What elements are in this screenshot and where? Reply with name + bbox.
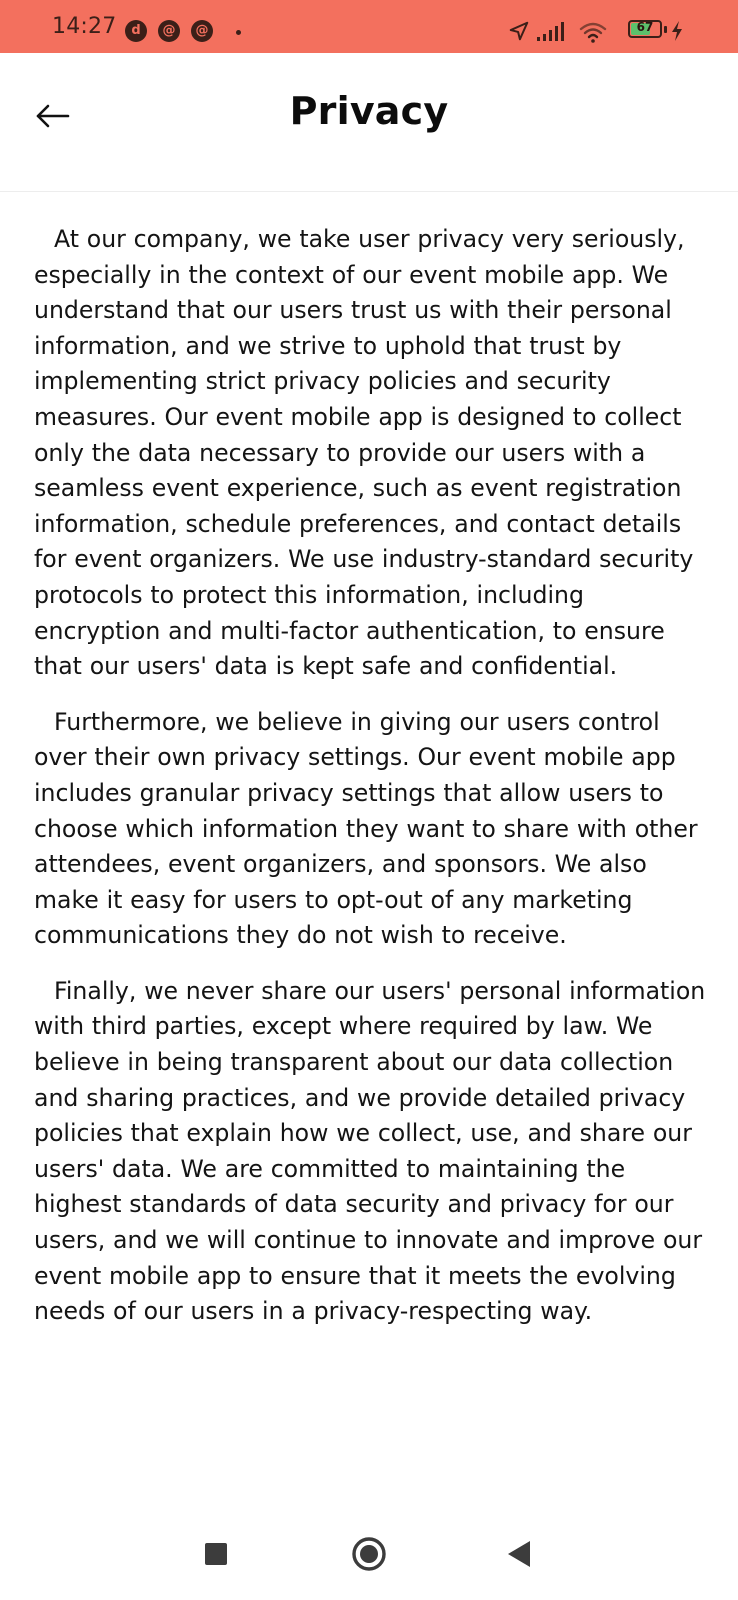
battery-cap [664,26,667,33]
signal-icon [536,20,566,42]
wifi-icon [578,20,608,44]
battery-level: 67 [636,20,654,34]
battery-indicator [628,20,662,38]
home-button[interactable] [345,1530,393,1578]
notification-at-icon: @ [158,20,180,42]
privacy-content [34,222,710,1350]
recent-apps-button[interactable] [192,1530,240,1578]
notification-at-icon: @ [191,20,213,42]
page-title: Privacy [289,89,449,133]
nav-back-button[interactable] [496,1530,544,1578]
status-time: 14:27 [52,14,117,39]
notification-d-icon: d [125,20,147,42]
charging-icon [670,20,684,42]
app-header [0,53,738,192]
status-bar [0,0,738,53]
location-icon [508,20,530,42]
home-icon [345,1530,393,1578]
recent-apps-icon [192,1530,240,1578]
privacy-paragraph: At our company, we take user privacy very seriously, especially in the context of our event mobile app. We understand that our users trust us with their personal information, and we strive to uphold that trust by implementing strict privacy policies and security measures. Our event mobile app is designed to collect only the data necessary to provide our users with a seamless event experience, such as event registration information, schedule preferences, and contact details for event organizers. We use industry-standard security protocols to protect this information, including encryption and multi-factor authentication, to ensure that our users' data is kept safe and confidential. [34,225,694,681]
status-more-dot [236,30,241,35]
back-icon [496,1530,544,1578]
privacy-paragraph: Furthermore, we believe in giving our users control over their own privacy settings. Our event mobile app includes granular privacy settings that allow users to choose which information they want to share with other attendees, event organizers, and sponsors. We also make it easy for users to opt-out of any marketing communications they do not wish to receive. [34,707,698,950]
system-nav-bar [0,1520,738,1600]
privacy-paragraph: Finally, we never share our users' personal information with third parties, except where required by law. We believe in being transparent about our data collection and sharing practices, and we provide detailed privacy policies that explain how we collect, use, and share our users' data. We are committed to maintaining the highest standards of data security and privacy for our users, and we will continue to innovate and improve our event mobile app to ensure that it meets the evolving needs of our users in a privacy-respecting way. [34,976,706,1326]
